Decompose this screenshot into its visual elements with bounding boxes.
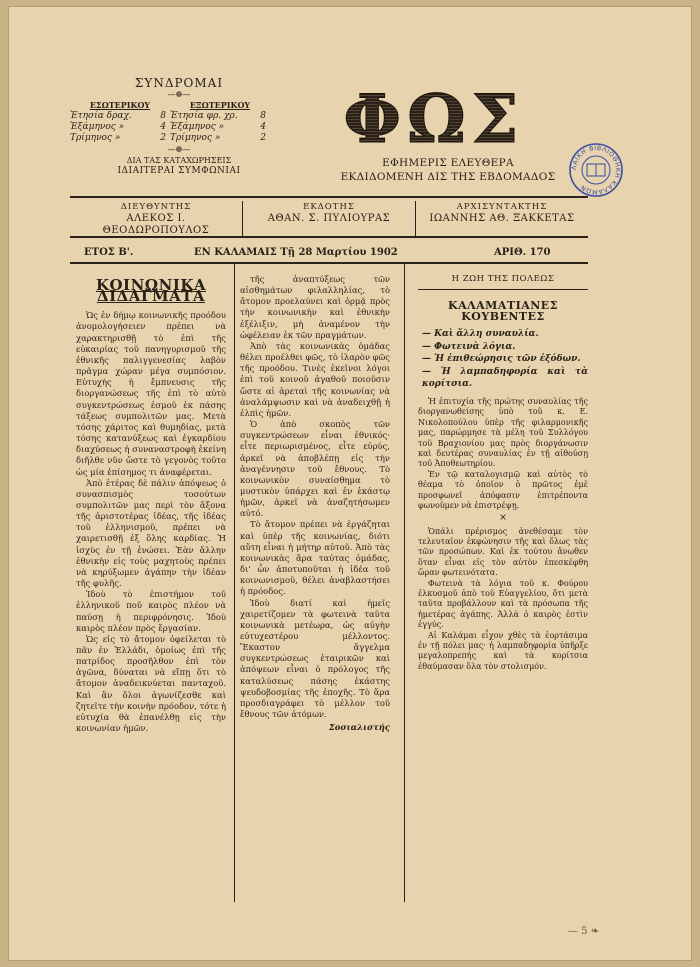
issue-number: ΑΡΙΘ. 170 xyxy=(494,247,551,258)
paragraph: Ὡς ἐν δήμῳ κοινωνικῆς προόδου ἀνομολογήσειεν πρέπει νὰ χαρακτηρισθῇ τὸ ἐπὶ τῆς εὐκαιρίας τοῦ πανηγυρισμοῦ τῆς ἐθνικῆς παλιγγενεσίας λαβὸν πρᾶγμα χώραν μέγα συμπόσιον. Εὐτυχὴς ἡ ἔμπνευσις τῆς διοργανώσεως τῆς ἐπὶ τὸ αὐτὸ συγκεντρώσεως ἐσμοῦ ἐκ πάσης τάξεως συμπολιτῶν μας. Μετὰ τόσης χάριτος καὶ θυμηδίας, μετὰ τόσης κατανύξεως καὶ ἐγκαρδίου διαχύσεως ἡ συναναστροφὴ ἐκείνη διῆλθε νῦν ὥστε τὸ γεγονὸς τοῦτο ὡς μία ἐπίσημος τι ἀναφέρεται. xyxy=(76,310,226,477)
list-item: — Ἡ ἐπιθεώρησις τῶν ἐξόδων. xyxy=(422,354,581,365)
domestic-head: ΕΣΩΤΕΡΙΚΟΥ xyxy=(89,100,151,110)
paragraph: Φωτεινὰ τὰ λόγια τοῦ κ. Φούρου ἐλκυσμοῦ ἀπὸ τοῦ Εὐαγγελίου, ὅτι μετὰ ταῦτα προβάλλουν καὶ τὰ πρόσωπα τῆς ἡμετέρας ἀγάπης. Ἀλλὰ ὁ καιρὸς ἐστὶν ἐγγύς. xyxy=(418,578,588,630)
subscriptions-title: ΣΥΝΔΡΟΜΑΙ xyxy=(134,76,224,90)
svg-text:ΛΑΪΚΗ ΒΙΒΛΙΟΘΗΚΗ ΚΑΛΑΜΩΝ: ΛΑΪΚΗ ΒΙΒΛΙΟΘΗΚΗ ΚΑΛΑΜΩΝ xyxy=(570,144,622,196)
ads-note: ΔΙΑ ΤΑΣ ΚΑΤΑΧΩΡΗΣΕΙΣ xyxy=(126,156,232,165)
issue-place-date: ΕΝ ΚΑΛΑΜΑΙΣ Τῇ 28 Μαρτίου 1902 xyxy=(194,247,398,258)
rate-row: Τρίμηνος » 2 xyxy=(70,133,166,143)
paragraph: τῆς ἀναπτύξεως τῶν αἰσθημάτων φιλαλληλίας, τὸ ἄτομον προελαύνει καὶ ὁρμᾷ πρὸς τὴν κοινωνικὴν καὶ ἐθνικὴν ἐξέλιξιν, μὴ ἀναμένον τὴν ὠφέλειαν ἐκ τῶν πραγμάτων. xyxy=(240,274,390,340)
paragraph: Ἰδοὺ τὸ ἐπιστήμον τοῦ ἑλληνικοῦ ποῦ καιρὸς πλέον νὰ παύσῃ ἡ περιφρόνησις. Ἰδοὺ καιρὸς πλέον πρὸς ἔργασίαν. xyxy=(76,589,226,633)
rule xyxy=(70,262,588,264)
ads-note-2: ΙΔΙΑΙΤΕΡΑΙ ΣΥΜΦΩΝΙΑΙ xyxy=(117,166,241,176)
rate-row: Ἑξάμηνος » 4 xyxy=(170,122,266,132)
rule xyxy=(418,289,588,290)
tagline-line-2: ΕΚΔΙΔΟΜΕΝΗ ΔΙΣ ΤΗΣ ΕΒΔΟΜΑΔΟΣ xyxy=(340,171,556,183)
rate-row: Τρίμηνος » 2 xyxy=(170,133,266,143)
column-1 xyxy=(76,274,226,914)
tagline xyxy=(338,156,558,184)
staff-director: ΔΙΕΥΘΥΝΤΗΣ ΑΛΕΚΟΣ Ι. ΘΕΟΔΩΡΟΠΟΥΛΟΣ xyxy=(102,202,210,236)
page-footer-mark: — 5 ❧ xyxy=(568,926,600,937)
column-2 xyxy=(240,274,390,914)
article-title: ΚΑΛΑΜΑΤΙΑΝΕΣ ΚΟΥΒΕΝΤΕΣ xyxy=(448,299,558,324)
separator: × xyxy=(499,513,507,524)
ornament: —❁— xyxy=(167,145,191,154)
paragraph: Ἀπὸ ἑτέρας δὲ πάλιν ἀπόψεως ὁ συνασπισμὸς τοσούτων συμπολιτῶν μας περὶ τὸν ἄξονα τῆς ἀριστοτέρας ἰδέας, τῆς ἰδέας τοῦ ἑλληνισμοῦ, πρέπει νὰ χαιρετισθῇ ἐξ ὅλης καρδίας. Ἡ ἰσχὺς ἐν τῇ ἑνώσει. Ἐὰν ἄλλην ἐθνικὴν εἰς τοὺς μαχητοὺς πρέπει νὰ κηρύξωμεν ἀγάπην τὴν ἰδέαν τῆς φυλῆς. xyxy=(76,477,226,589)
list-item: — Φωτεινὰ λόγια. xyxy=(422,341,516,352)
staff-box xyxy=(70,201,588,237)
rate-row: Ἑξάμηνος » 4 xyxy=(70,122,166,132)
foreign-rates xyxy=(170,100,270,144)
section-heading: Η ΖΩΗ ΤΗΣ ΠΟΛΕΩΣ xyxy=(451,274,555,284)
list-item: — Καὶ ἄλλη συναυλία. xyxy=(422,329,539,340)
rate-row: Ἐτησία φρ. χρ. 8 xyxy=(170,111,266,121)
column-divider xyxy=(404,262,405,902)
staff-editor-in-chief: ΑΡΧΙΣΥΝΤΑΚΤΗΣ ΙΩΑΝΝΗΣ ΑΘ. ΞΑΚΚΕΤΑΣ xyxy=(415,201,588,237)
newspaper-logo xyxy=(284,88,584,148)
column-divider xyxy=(234,262,235,902)
rule xyxy=(70,196,588,198)
column-3 xyxy=(418,274,588,914)
paragraph: Τὸ ἄτομον πρέπει νὰ ἐργάζηται καὶ ὑπὲρ τῆς κοινωνίας, διότι αὕτη εἶναι ἡ μήτηρ αὐτοῦ. Ἀπὸ τὰς κοινωνικὰς ἄρα ταύτας ὁμάδας, δι' ὧν ἀποτυποῦται ἡ ἰδέα τοῦ κοινωνισμοῦ, θέλει ἀναβλαστήσει ἡ πρόοδος. xyxy=(240,519,390,597)
issue-year: ΕΤΟΣ Β'. xyxy=(84,247,134,258)
svg-text:ΦΩΣ: ΦΩΣ xyxy=(343,88,525,148)
domestic-rates xyxy=(70,100,170,144)
subscriptions-box xyxy=(70,78,270,177)
paragraph: Ὁ ἀπὸ σκοπὸς τῶν συγκεντρώσεων εἶναι ἐθνικός· εἶτε περιωρισμένος, εἶτε εὐρύς, ἀρκεῖ νὰ ἀποβλέπῃ εἰς τὴν ἀναγέννησιν τοῦ ἔθνους. Τὸ κοινωνικὸν συναίσθημα τὸ μυστικὸν ὑπάρχει καὶ ἐν ἑκάστῳ ἡμῶν, ἀρκεῖ νὰ ἀναζητήσωμεν αὐτό. xyxy=(240,419,390,519)
library-stamp xyxy=(568,142,624,198)
paragraph: Ἰδοὺ διατί καὶ ἡμεῖς χαιρετίζομεν τὰ φωτεινὰ ταῦτα κοινωνικὰ μετέωρα, ὡς αὐγὴν εὐτυχεστέρου μέλλοντος. Ἕκαστον ἄγγελμα συγκεντρώσεως ἑταιρικῶν καὶ ἀπόψεων εἶναι ὁ πρόλογος τῆς καταλύσεως πάσης ἑκάστης ψευδοβοσμίας τῆς ἐποχῆς. Τὸ ἄρα προσδιαγράφει τὸ μέλλον τοῦ ἔθνους τῶν ἀτόμων. xyxy=(240,597,390,720)
foreign-head: ΕΞΩΤΕΡΙΚΟΥ xyxy=(189,100,251,110)
paragraph: Ὡς εἰς τὸ ἄτομον ὀφείλεται τὸ πᾶν ἐν Ἑλλάδι, ὁμοίως ἐπὶ τῆς πατρίδος προσῆλθον ἐπὶ τὸν ἀγῶνα, δύναται νὰ εἴπῃ ὅτι τὸ ἄτομον ἀναδεικνύεται πανταχοῦ. Καὶ ἂν ὅλοι ἀγωνίζεσθε καὶ ζητεῖτε τὴν κοινὴν πρόοδον, τότε ἡ εὐτυχία θὰ ἐπανέλθῃ εἰς τὴν κοινωνίαν ἡμῶν. xyxy=(76,633,226,734)
paragraph: Ὁπάλι πρέρισμος ἀνεθέσαμε τὸν τελευταῖον ἐκφώνησιν τῆς καὶ ὅλως τὰς τῶν προσώπων. Καὶ ἐκ τούτου ἄνωθεν ὅταν εἶναι εἰς τὸν αὐτὸν ἐπεσκέφθη ὥραν φωτεινότατα. xyxy=(418,526,588,578)
paragraph: Ἐν τῷ καταλογισμῷ καὶ αὐτὸς τὸ θέαμα τὸ ὁποῖον ὁ πρῶτος ἐμὲ προσφωνεῖ ἀπόφασιν ἐπιτρέποντα φωνοῦμεν νὰ ἐπιστρέψῃ. xyxy=(418,469,588,511)
topics-list xyxy=(418,328,588,391)
rule xyxy=(70,236,588,238)
list-item: — Ἡ λαμπαδηφορία καὶ τὰ κορίτσια. xyxy=(422,366,588,390)
rate-row: Ἐτησία δραχ. 8 xyxy=(70,111,166,121)
staff-publisher: ΕΚΔΟΤΗΣ ΑΘΑΝ. Σ. ΠΥΛΙΟΥΡΑΣ xyxy=(242,201,415,237)
paragraph: Αἱ Καλάμαι εἶχον χθὲς τὰ ἑορτάσιμα ἐν τῇ πόλει μας· ἡ λαμπαδηφορία ὑπῆρξε μεγαλοπρεπής καὶ τὰ κορίτσια ἐθαύμασαν ὅλα τὸν στολισμόν. xyxy=(418,630,588,671)
paragraph: Ἀπὸ τὰς κοινωνικὰς ὁμάδας θέλει προέλθει φῶς, τὸ ἱλαρὸν φῶς τῆς προόδου. Τινὲς ἐκεῖνοι λόγοι ἐπὶ τοῦ κοινοῦ ἀγαθοῦ ποιοῦσιν ὥστε αἱ ἀρεταὶ τῆς κοινωνίας νὰ ἀναλάμψωσιν καὶ νὰ ἀναδειχθῇ ἡ ἐλπὶς ἡμῶν. xyxy=(240,340,390,418)
ornament: —❁— xyxy=(167,90,191,99)
signature: Σοσιαλιστής xyxy=(328,722,390,733)
newspaper-page xyxy=(8,6,692,961)
tagline-line-1: ΕΦΗΜΕΡΙΣ ΕΛΕΥΘΕΡΑ xyxy=(382,157,514,169)
paragraph: Ἡ ἐπιτυχία τῆς πρώτης συναυλίας τῆς διοργανωθείσης ὑπὸ τοῦ κ. Ε. Νικολοπούλου ὑπὲρ τῆς φιλαρμονικῆς μας, παρώρμησε τὰ μέλη τοῦ Συλλόγου τοῦ Βραχιονίου μας πρὸς διοργάνωσιν καὶ δευτέρας συναυλίας ἐν τῇ αἰθούσῃ τοῦ Ἀποθεωτηρίου. xyxy=(418,396,588,469)
article-title: ΚΟΙΝΩΝΙΚΑ ΔΙΔΑΓΜΑΤΑ xyxy=(95,276,207,306)
